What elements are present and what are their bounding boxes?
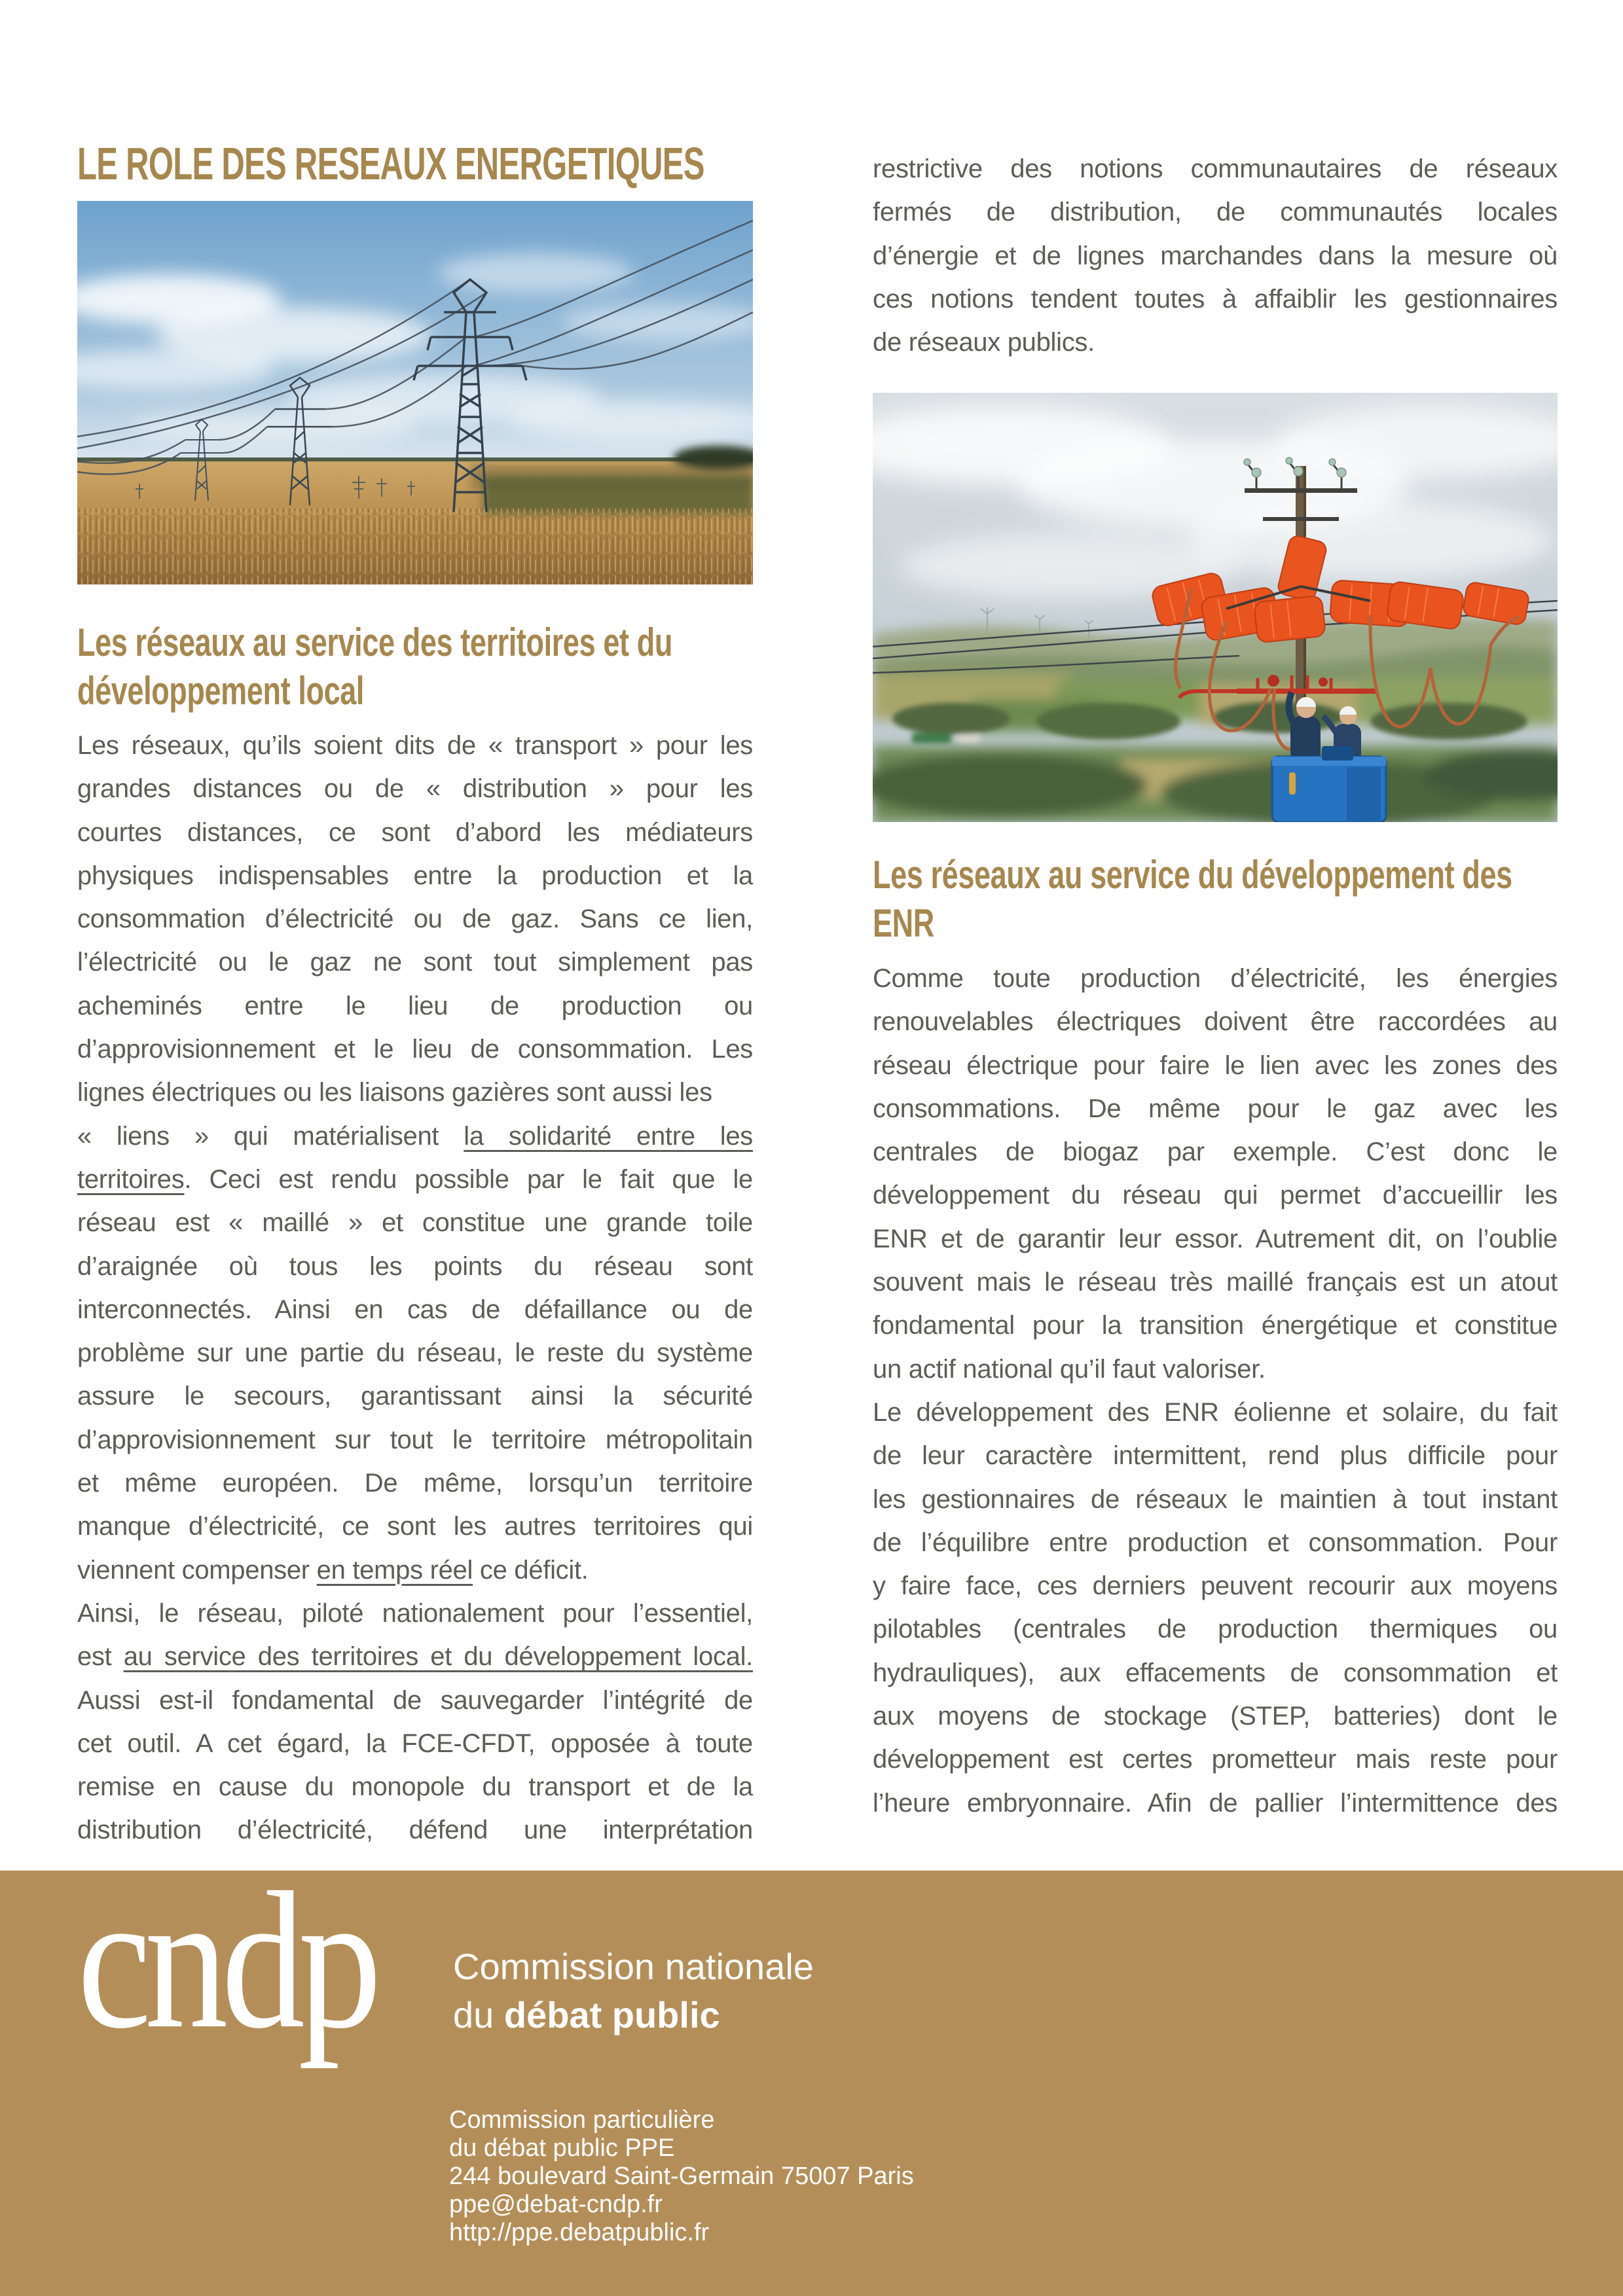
right-column-body <box>873 957 1558 1825</box>
text-line <box>77 897 753 941</box>
text-segment: l’électricité ou le gaz ne sont tout simplement pas <box>77 948 753 977</box>
text-segment: fondamental pour la transition énergétique et constitue <box>873 1311 1558 1340</box>
underlined-text: en temps réel <box>316 1555 473 1585</box>
linemen-bucket-lift-orange-transformer-photo <box>873 393 1558 822</box>
text-line <box>449 2191 914 2219</box>
text-segment: Commission particulière <box>449 2106 715 2134</box>
text-segment: du débat public PPE <box>449 2134 675 2162</box>
text-line <box>873 1391 1558 1434</box>
text-line <box>77 1505 753 1548</box>
text-segment: développement du réseau qui permet d’accueillir les <box>873 1181 1558 1210</box>
text-line <box>77 1071 753 1114</box>
text-line <box>873 1261 1558 1304</box>
text-segment: débat public <box>503 1994 720 2036</box>
text-line <box>873 1651 1558 1695</box>
text-line <box>873 1738 1558 1781</box>
text-line <box>873 321 1558 364</box>
text-segment: physiques indispensables entre la production et la <box>77 861 753 890</box>
text-segment: interconnectés. Ainsi en cas de défaillance ou de <box>77 1295 753 1324</box>
text-line <box>873 1044 1558 1087</box>
text-line <box>77 667 672 715</box>
text-segment: hydrauliques), aux effacements de consommation et <box>873 1658 1558 1687</box>
text-segment: consommation d’électricité ou de gaz. Sans ce lien, <box>77 905 753 934</box>
text-segment: réseau électrique pour faire le lien avec les zones des <box>873 1050 1558 1080</box>
text-line <box>77 854 753 897</box>
transmission-pylons-wheat-field-photo <box>77 201 753 584</box>
text-segment: viennent compenser <box>77 1555 317 1585</box>
text-segment: Commission nationale <box>453 1946 814 1987</box>
underlined-text: territoires <box>77 1164 185 1194</box>
text-segment: Le développement des ENR éolienne et solaire, du fait <box>873 1397 1558 1427</box>
text-line <box>449 2106 914 2134</box>
text-line <box>77 1028 753 1071</box>
text-segment: 244 boulevard Saint-Germain 75007 Paris <box>449 2162 914 2190</box>
text-segment: problème sur une partie du réseau, le reste du système <box>77 1338 753 1368</box>
text-line <box>873 899 1512 948</box>
text-line <box>873 234 1558 278</box>
footer-address <box>449 2106 914 2247</box>
text-segment: assure le secours, garantissant ainsi la sécurité <box>77 1382 753 1411</box>
text-line <box>873 1564 1558 1607</box>
text-segment: manque d’électricité, ce sont les autres territoires qui <box>77 1512 753 1541</box>
cndp-org-name <box>453 1943 814 2039</box>
page-title: LE ROLE DES RESEAUX ENERGETIQUES <box>77 138 704 189</box>
text-segment: y faire face, ces derniers peuvent recourir aux moyens <box>873 1571 1558 1601</box>
text-segment: remise en cause du monopole du transport et de la <box>77 1772 753 1802</box>
text-segment: fermés de distribution, de communautés locales <box>873 198 1558 227</box>
text-segment: Les réseaux au service du développement des <box>873 853 1512 897</box>
text-segment: développement est certes prometteur mais reste pour <box>873 1745 1558 1774</box>
text-segment: cet outil. A cet égard, la FCE-CFDT, opposée à toute <box>77 1729 753 1758</box>
text-segment: développement local <box>77 669 364 713</box>
text-segment: du <box>453 1994 504 2036</box>
text-line <box>77 724 753 767</box>
text-line <box>873 1174 1558 1217</box>
text-line <box>77 1549 753 1592</box>
text-line <box>873 957 1558 1000</box>
section-heading-territoires <box>77 619 871 715</box>
text-line <box>77 1765 753 1808</box>
text-line <box>453 1943 814 1991</box>
text-segment: renouvelables électriques doivent être raccordées au <box>873 1007 1558 1037</box>
text-line <box>449 2219 914 2247</box>
text-segment: de réseaux publics. <box>873 328 1095 357</box>
text-segment: Les réseaux au service des territoires et du <box>77 620 672 664</box>
text-line <box>77 1245 753 1288</box>
text-line <box>77 619 672 667</box>
text-segment: ENR et de garantir leur essor. Autrement dit, on l’oublie <box>873 1224 1558 1253</box>
text-segment: d’approvisionnement sur tout le territoire métropolitain <box>77 1425 753 1454</box>
text-line <box>873 1304 1558 1347</box>
text-segment: Comme toute production d’électricité, les énergies <box>873 964 1558 993</box>
text-segment: souvent mais le réseau très maillé français est un atout <box>873 1268 1558 1297</box>
text-line <box>873 1434 1558 1477</box>
text-line <box>873 1782 1558 1825</box>
text-line <box>449 2162 914 2191</box>
text-line <box>77 1115 753 1158</box>
text-segment: les gestionnaires de réseaux le maintien à tout instant <box>873 1484 1558 1514</box>
left-column-body <box>77 724 753 1852</box>
text-segment: réseau est « maillé » et constitue une grande toile <box>77 1208 753 1238</box>
text-segment: d’araignée où tous les points du réseau sont <box>77 1251 753 1281</box>
text-segment: est <box>77 1642 124 1672</box>
text-segment: Ainsi, le réseau, piloté nationalement pour l’essentiel, <box>77 1598 753 1628</box>
text-line <box>873 851 1512 899</box>
text-line <box>449 2134 914 2162</box>
text-line <box>77 941 753 984</box>
underlined-text: au service des territoires et du développement local. <box>123 1642 753 1672</box>
text-segment: distribution d’électricité, défend une interprétation <box>77 1816 753 1845</box>
text-line <box>77 1201 753 1244</box>
text-line <box>77 984 753 1028</box>
text-segment: Aussi est-il fondamental de sauvegarder l’intégrité de <box>77 1685 753 1715</box>
text-segment: . Ceci est rendu possible par le fait que le <box>184 1164 753 1194</box>
text-line <box>77 1288 753 1331</box>
text-segment: centrales de biogaz par exemple. C’est donc le <box>873 1138 1558 1167</box>
text-segment: courtes distances, ce sont d’abord les médiateurs <box>77 817 753 847</box>
text-line <box>873 1348 1558 1391</box>
text-segment: pilotables (centrales de production thermiques ou <box>873 1615 1558 1644</box>
text-segment: consommations. De même pour le gaz avec les <box>873 1094 1558 1123</box>
text-line <box>77 1331 753 1374</box>
text-segment: Les réseaux, qu’ils soient dits de « transport » pour les <box>77 731 753 760</box>
pylon-field-illustration <box>77 201 753 584</box>
text-segment: un actif national qu’il faut valoriser. <box>873 1354 1266 1384</box>
text-segment: l’heure embryonnaire. Afin de pallier l’intermittence des <box>873 1788 1558 1818</box>
text-line <box>873 190 1558 234</box>
text-line <box>77 1635 753 1678</box>
text-line <box>77 1808 753 1852</box>
cndp-logo: cndp <box>77 1852 375 2069</box>
text-line <box>873 1130 1558 1174</box>
text-segment: « liens » qui matérialisent <box>77 1121 464 1151</box>
text-line <box>77 767 753 810</box>
text-segment: ENR <box>873 901 934 945</box>
text-segment: restrictive des notions communautaires de réseaux <box>873 154 1558 183</box>
text-line <box>77 1158 753 1201</box>
text-line <box>77 1592 753 1635</box>
right-column-intro <box>873 147 1558 364</box>
text-segment: et même européen. De même, lorsqu’un territoire <box>77 1469 753 1498</box>
text-segment: acheminés entre le lieu de production ou <box>77 991 753 1020</box>
text-segment: d’énergie et de lignes marchandes dans la mesure où <box>873 241 1558 270</box>
text-segment: de l’équilibre entre production et consommation. Pour <box>873 1528 1558 1557</box>
text-segment: ce déficit. <box>473 1555 589 1585</box>
text-segment: de leur caractère intermittent, rend plus difficile pour <box>873 1441 1558 1471</box>
text-line <box>873 1087 1558 1130</box>
text-segment: d’approvisionnement et le lieu de consommation. Les <box>77 1035 753 1064</box>
text-line <box>77 1374 753 1418</box>
text-line <box>873 1000 1558 1043</box>
text-line <box>77 1462 753 1505</box>
text-line <box>77 1679 753 1722</box>
underlined-text: la solidarité entre les <box>464 1121 753 1151</box>
text-segment: ppe@debat-cndp.fr <box>449 2191 663 2218</box>
text-line <box>453 1991 814 2039</box>
text-line <box>77 1722 753 1765</box>
text-line <box>77 811 753 854</box>
linemen-illustration <box>873 393 1558 822</box>
text-line <box>873 1695 1558 1738</box>
text-segment: grandes distances ou de « distribution » pour les <box>77 774 753 804</box>
text-line <box>873 147 1558 190</box>
text-line <box>873 278 1558 321</box>
text-line <box>873 1217 1558 1261</box>
text-segment: http://ppe.debatpublic.fr <box>449 2219 710 2246</box>
text-line <box>873 1607 1558 1651</box>
text-segment: ces notions tendent toutes à affaiblir les gestionnaires <box>873 284 1558 314</box>
text-segment: lignes électriques ou les liaisons gazières sont aussi les <box>77 1078 712 1107</box>
text-line <box>873 1478 1558 1521</box>
text-line <box>873 1521 1558 1564</box>
text-line <box>77 1418 753 1462</box>
section-heading-enr <box>873 851 1623 948</box>
text-segment: aux moyens de stockage (STEP, batteries) dont le <box>873 1702 1558 1731</box>
